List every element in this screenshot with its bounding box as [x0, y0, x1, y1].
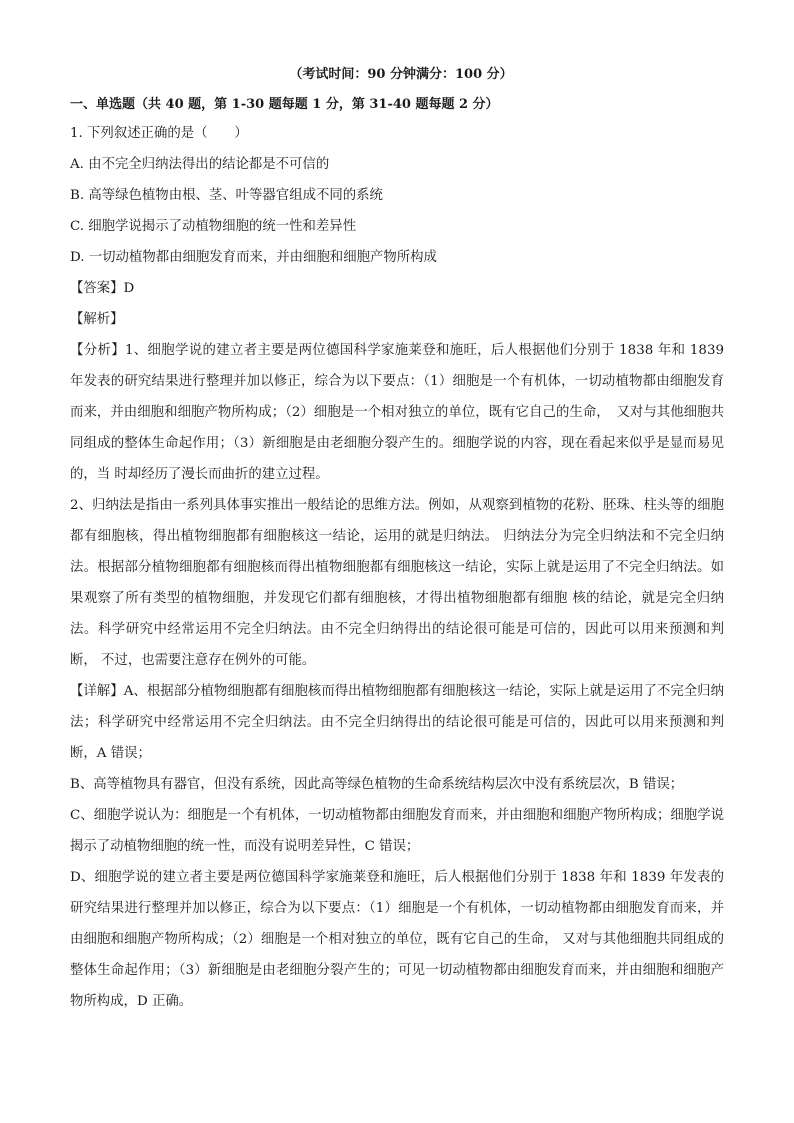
analysis-label: 【解析】: [70, 312, 124, 327]
answer-line: 【答案】D: [70, 281, 135, 296]
analysis-paragraph-1: 【分析】1、细胞学说的建立者主要是两位德国科学家施莱登和施旺，后人根据他们分别于 1838 年和 1839 年发表的研究结果进行整理并加以修正，综合为以下要点：（1）细胞是一个有机体，一切动植物都由细胞发育而来，并由细胞和细胞产物所构成；（2）细胞是一个相对独立的单位，既有它自己的生命， 又对与其他细胞共同组成的整体生命起作用；（3）新细胞是由老细胞分裂产生的。细胞学说的内容，现在看起来似乎是显而易见的，当 时却经历了漫长而曲折的建立过程。: [70, 343, 724, 482]
option-a: A. 由不完全归纳法得出的结论都是不可信的: [70, 157, 330, 172]
analysis-paragraph-2: 2、归纳法是指由一系列具体事实推出一般结论的思维方法。例如，从观察到植物的花粉、胚珠、柱头等的细胞都有细胞核，得出植物细胞都有细胞核这一结论，运用的就是归纳法。 归纳法分为完全归纳法和不完全归纳法。根据部分植物细胞都有细胞核而得出植物细胞都有细胞核这一结论，实际上就是运用了不完全归纳法。如果观察了所有类型的植物细胞，并发现它们都有细胞核，才得出植物细胞都有细胞 核的结论，就是完全归纳法。科学研究中经常运用不完全归纳法。由不完全归纳得出的结论很可能是可信的，因此可以用来预测和判断， 不过，也需要注意存在例外的可能。: [70, 498, 724, 668]
exam-info: （考试时间：90 分钟满分：100 分）: [289, 67, 513, 82]
option-b: B. 高等绿色植物由根、茎、叶等器官组成不同的系统: [70, 188, 383, 203]
option-d: D. 一切动植物都由细胞发育而来，并由细胞和细胞产物所构成: [70, 250, 437, 265]
detail-paragraph-b: B、高等植物具有器官，但没有系统，因此高等绿色植物的生命系统结构层次中没有系统层次，B 错误；: [70, 777, 684, 792]
section-title: 一、单选题（共 40 题，第 1-30 题每题 1 分，第 31-40 题每题 2 分）: [70, 97, 499, 112]
detail-paragraph-a: 【详解】A、根据部分植物细胞都有细胞核而得出植物细胞都有细胞核这一结论，实际上就是运用了不完全归纳法；科学研究中经常运用不完全归纳法。由不完全归纳得出的结论很可能是可信的，因此可以用来预测和判断，A 错误；: [70, 684, 724, 761]
question-stem: 1. 下列叙述正确的是（ ）: [70, 126, 248, 141]
detail-paragraph-d: D、细胞学说的建立者主要是两位德国科学家施莱登和施旺，后人根据他们分别于 1838 年和 1839 年发表的研究结果进行整理并加以修正，综合为以下要点：（1）细胞是一个有机体，一切动植物都由细胞发育而来，并由细胞和细胞产物所构成；（2）细胞是一个相对独立的单位，既有它自己的生命， 又对与其他细胞共同组成的整体生命起作用；（3）新细胞是由老细胞分裂产生的；可见一切动植物都由细胞发育而来，并由细胞和细胞产物所构成，D 正确。: [70, 870, 724, 1009]
document-content: [70, 62, 724, 1017]
option-c: C. 细胞学说揭示了动植物细胞的统一性和差异性: [70, 219, 357, 234]
detail-paragraph-c: C、细胞学说认为：细胞是一个有机体，一切动植物都由细胞发育而来，并由细胞和细胞产物所构成；细胞学说揭示了动植物细胞的统一性，而没有说明差异性，C 错误；: [70, 808, 724, 854]
